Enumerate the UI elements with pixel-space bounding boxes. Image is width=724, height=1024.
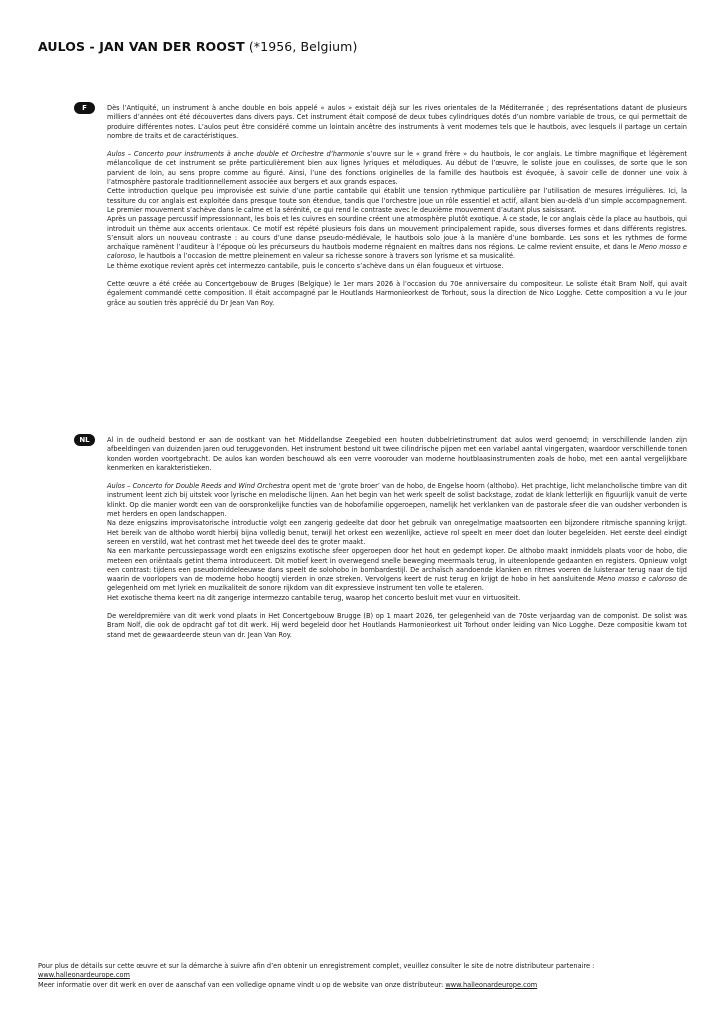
french-text	[107, 104, 687, 308]
distributor-link-fr[interactable]: www.halleonardeurope.com	[38, 971, 130, 980]
paragraph: Al in de oudheid bestond er aan de oostkant van het Middellandse Zeegebied een houten dubbelrietinstrument dat aulos werd genoemd; in verschillende landen zijn afbeeldingen van duizenden jaren oud teruggevonden. Het instrument bestond uit twee cilindrische pijpen met een variabel aantal vingergaten, waardoor verschillende tonen konden worden voortgebracht. De aulos kan worden beschouwd als een verre voorouder van moderne houtblaasinstrumenten zoals de hobo, met een aantal vergelijkbare kenmerken en karakteristieken.	[107, 436, 687, 472]
tempo-marking: Meno mosso e caloroso	[597, 575, 677, 584]
work-title: Aulos – Concerto pour instruments à anche double et Orchestre d’harmonie	[107, 150, 365, 159]
paragraph: Cette introduction quelque peu improvisée est suivie d’une partie cantabile qui établit une tension rythmique particulière par l’utilisation de mesures irrégulières. Ici, la tessiture du cor anglais est exploitée dans presque toute son étendue, tandis que l’orchestre joue un rôle essentiel et actif, allant bien au-delà d’un simple accompagnement. Le premier mouvement s’achève dans le calme et la sérénité, ce qui rend le contraste avec le deuxième mouvement d’autant plus saisissant.	[107, 187, 687, 214]
footer-fr-text: Pour plus de détails sur cette œuvre et sur la démarche à suivre afin d’en obtenir un enregistrement complet, veuillez consulter le site de notre distributeur partenaire :	[38, 962, 595, 970]
paragraph: Na een markante percussiepassage wordt een enigszins exotische sfeer opgeroepen door het hout en gedempt koper. De althobo maakt inmiddels plaats voor de hobo, die meteen een oriëntaals getint thema introduceert. Dit motief keert in overwegend snelle beweging meermaals terug, in uiteenlopende gedaanten en registers. Opnieuw volgt een contrast: tijdens een pseudomiddeleeuwse dans speelt de solohobo in bombardestijl. De archaïsch aandoende klanken en ritmes voeren de luisteraar terug naar de tijd waarin de voorlopers van de moderne hobo hoogtij vierden in onze streken. Vervolgens keert de rust terug en krijgt de hobo in het aansluitende Meno mosso e caloroso de gelegenheid om met lyriek en muzikaliteit de sonore rijkdom van dit expressieve instrument ten volle te etaleren.	[107, 547, 688, 593]
paragraph: Na deze enigszins improvisatorische introductie volgt een zangerig gedeelte dat door het gebruik van onregelmatige maatsoorten een bijzondere ritmische spanning krijgt. Het bereik van de althobo wordt hierbij bijna volledig benut, terwijl het orkest een wezenlijke, actieve rol speelt en meer doet dan louter begeleiden. Het eerste deel eindigt sereen en verstild, wat het contrast met het tweede deel des te groter maakt.	[107, 519, 687, 546]
language-badge-nl: NL	[74, 434, 95, 446]
paragraph: Après un passage percussif impressionnant, les bois et les cuivres en sourdine créent une atmosphère plutôt exotique. À ce stade, le cor anglais cède la place au hautbois, qui introduit un thème aux accents orientaux. Ce motif est répété plusieurs fois dans un mouvement principalement rapide, sous diverses formes et dans différents registres. S’ensuit alors un nouveau contraste : au cours d’une danse pseudo-médiévale, le hautbois solo joue à la manière d’une bombarde. Les sons et les rythmes de forme archaïque ramènent l’auditeur à l’époque où les précurseurs du hautbois moderne régnaient en maîtres dans nos régions. Le calme revient ensuite, et dans le Meno mosso e caloroso, le hautbois a l’occasion de mettre pleinement en valeur sa richesse sonore à travers son lyrisme et sa musicalité.	[107, 215, 687, 261]
tempo-marking: Meno mosso e caloroso	[107, 243, 687, 261]
paragraph: Aulos – Concerto pour instruments à anche double et Orchestre d’harmonie s’ouvre sur le « grand frère » du hautbois, le cor anglais. Le timbre magnifique et légèrement mélancolique de cet instrument se prête particulièrement bien aux lignes lyriques et mélodiques. Au début de l’œuvre, le soliste joue en coulisses, de sorte que le son parvient de loin, au sens propre comme au figuré. Ainsi, l’une des fonctions originelles de la famille des hautbois est évoquée, à savoir celle de donner une voix à l’atmosphère pastorale traditionnellement associée aux bergers et aux grands espaces.	[107, 150, 688, 187]
paragraph: Le thème exotique revient après cet intermezzo cantabile, puis le concerto s’achève dans un élan fougueux et virtuose.	[107, 261, 504, 270]
paragraph: De wereldpremière van dit werk vond plaats in Het Concertgebouw Brugge (B) op 1 maart 2026, ter gelegenheid van de 70ste verjaardag van de componist. De solist was Bram Nolf, die ook de opdracht gaf tot dit werk. Hij werd begeleid door het Houtlands Harmonieorkest uit Torhout onder leiding van Nico Logghe. Deze compositie kwam tot stand met de gewaardeerde steun van dr. Jean Van Roy.	[107, 612, 687, 639]
footer-nl-line: Meer informatie over dit werk en over de aanschaf van een volledige opname vindt u op de website van onze distributeur: www.halleonardeurope.com	[38, 980, 538, 989]
dutch-text	[107, 436, 687, 640]
composer-details: (*1956, Belgium)	[248, 39, 358, 54]
paragraph: Het exotische thema keert na dit zangerige intermezzo cantabile terug, waarop het concerto besluit met vuur en virtuositeit.	[107, 593, 521, 602]
paragraph: Dès l’Antiquité, un instrument à anche double en bois appelé « aulos » existait déjà sur les rives orientales de la Méditerranée ; des représentations datant de plusieurs milliers d’années ont été découvertes dans divers pays. Cet instrument était composé de deux tubes cylindriques dotés d’un nombre variable de trous, ce qui permettait de produire différentes notes. L’aulos peut être considéré comme un lointain ancêtre des instruments à vent modernes tels que le hautbois, avec lesquels il partage un certain nombre de traits et de caractéristiques.	[107, 104, 687, 140]
footer	[38, 962, 688, 990]
paragraph: Cette œuvre a été créée au Concertgebouw de Bruges (Belgique) le 1er mars 2026 à l’occasion du 70e anniversaire du compositeur. Le soliste était Bram Nolf, qui avait également commandé cette composition. Il était accompagné par le Houtlands Harmonieorkest de Torhout, sous la direction de Nico Logghe. Cette composition a vu le jour grâce au soutien très apprécié du Dr Jean Van Roy.	[107, 280, 687, 307]
distributor-link-nl[interactable]: www.halleonardeurope.com	[445, 980, 538, 989]
page-title	[38, 39, 357, 54]
paragraph: Aulos – Concerto for Double Reeds and Wind Orchestra opent met de ‘grote broer’ van de hobo, de Engelse hoorn (althobo). Het prachtige, licht melancholische timbre van dit instrument leent zich bij uitstek voor lyrische en melodische lijnen. Aan het begin van het werk speelt de solist backstage, zodat de klank letterlijk en figuurlijk vanuit de verte klinkt. Op die manier wordt een van de oorspronkelijke functies van de hobofamilie opgeroepen, namelijk het verklanken van de pastorale sfeer die van oudsher verbonden is met herders en open landschappen.	[107, 482, 687, 519]
work-title: Aulos – Concerto for Double Reeds and Wind Orchestra	[107, 482, 290, 491]
composer-heading: AULOS - JAN VAN DER ROOST	[38, 39, 245, 54]
language-badge-fr: F	[74, 102, 95, 114]
